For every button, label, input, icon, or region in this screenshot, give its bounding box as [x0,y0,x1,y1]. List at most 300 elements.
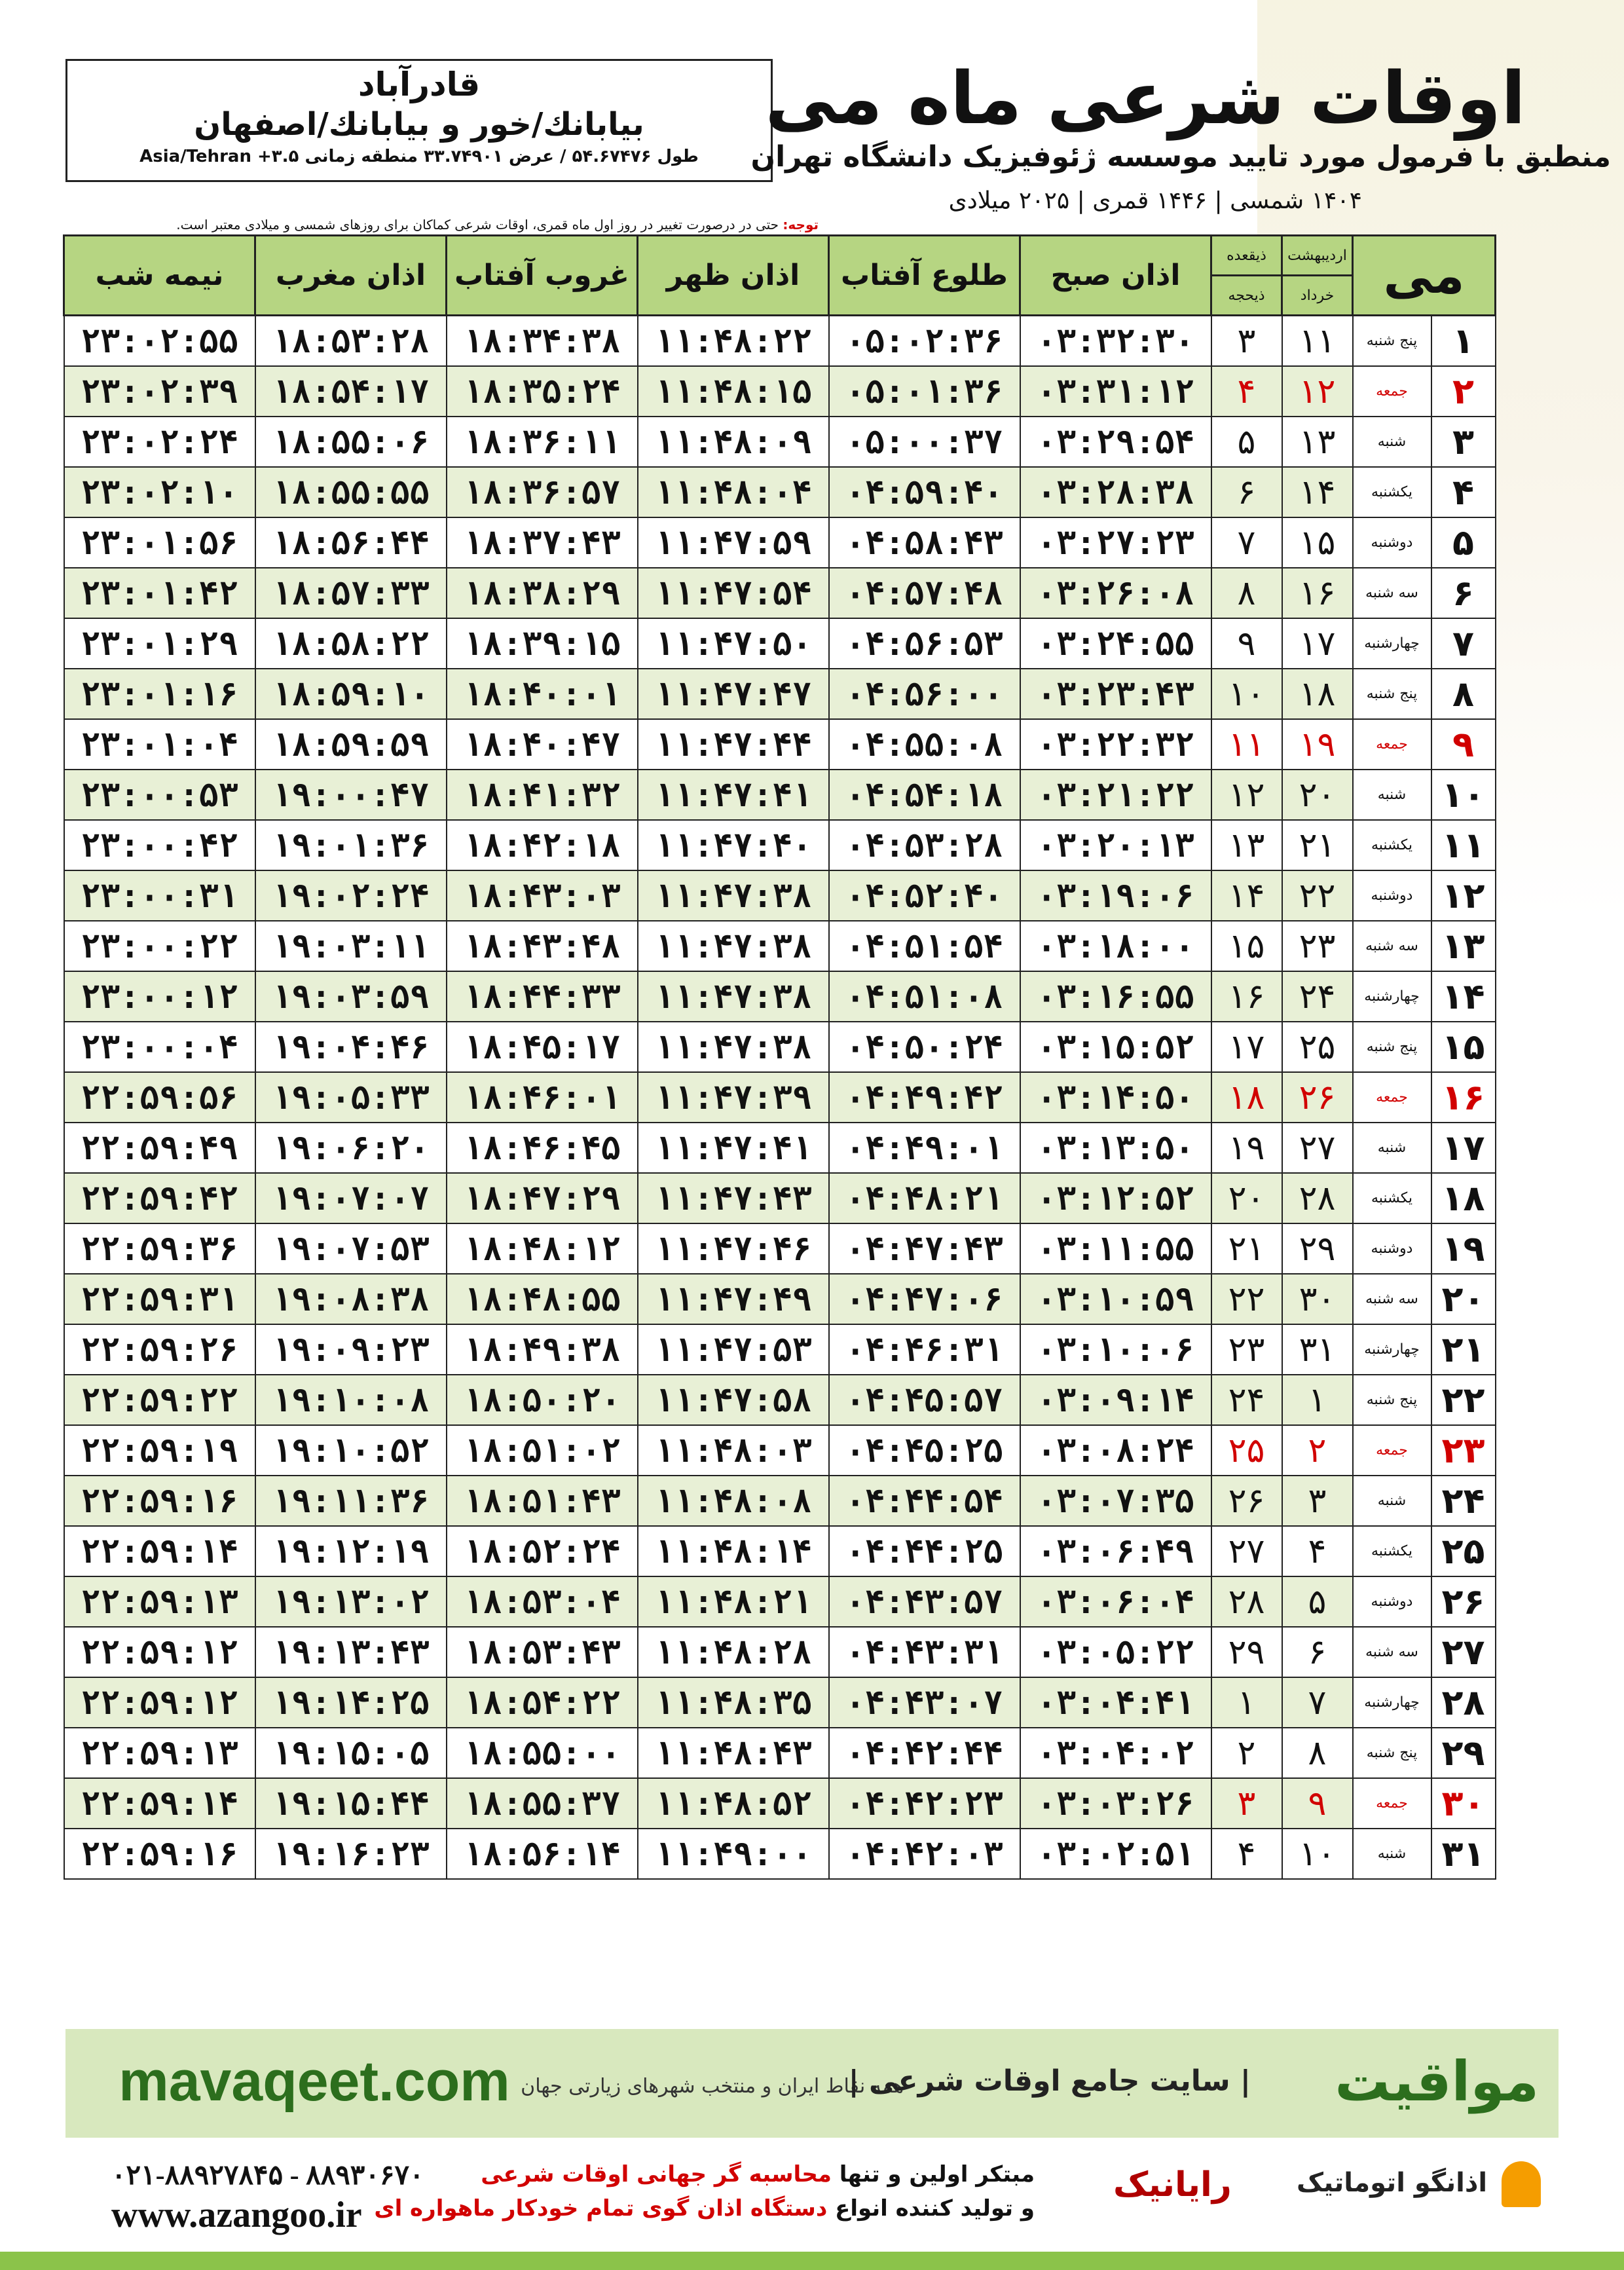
table-qamari-day: ۱۷ [1211,1022,1282,1072]
table-fajr-time: ۰۳:۱۶:۵۵ [1020,971,1211,1022]
table-maghrib-time: ۱۸:۵۹:۱۰ [255,669,447,719]
table-midnight-time: ۲۳:۰۰:۳۱ [64,870,255,921]
table-day-number: ۴ [1431,467,1496,517]
table-weekday: جمعه [1353,366,1431,417]
table-midnight-time: ۲۲:۵۹:۱۶ [64,1829,255,1879]
header-dhulqadah: ذیقعده [1211,236,1282,276]
table-maghrib-time: ۱۸:۵۷:۳۳ [255,568,447,618]
table-weekday: شنبه [1353,417,1431,467]
table-weekday: پنج شنبه [1353,1022,1431,1072]
table-row [64,1627,1496,1677]
table-sunrise-time: ۰۴:۵۱:۰۸ [829,971,1020,1022]
table-day-number: ۱۱ [1431,820,1496,870]
location-box [65,59,773,182]
table-sunset-time: ۱۸:۳۸:۲۹ [447,568,638,618]
table-sunrise-time: ۰۴:۴۲:۴۴ [829,1728,1020,1778]
table-row [64,1728,1496,1778]
table-shamsi-day: ۲۴ [1282,971,1353,1022]
table-dhuhr-time: ۱۱:۴۸:۵۲ [638,1778,829,1829]
table-maghrib-time: ۱۹:۰۶:۲۰ [255,1123,447,1173]
table-shamsi-day: ۳۱ [1282,1324,1353,1375]
table-weekday: یکشنبه [1353,467,1431,517]
table-shamsi-day: ۲۲ [1282,870,1353,921]
table-sunrise-time: ۰۴:۴۹:۰۱ [829,1123,1020,1173]
table-sunset-time: ۱۸:۴۹:۳۸ [447,1324,638,1375]
table-sunset-time: ۱۸:۴۰:۴۷ [447,719,638,770]
table-maghrib-time: ۱۹:۰۵:۳۳ [255,1072,447,1123]
table-weekday: یکشنبه [1353,1173,1431,1223]
table-sunset-time: ۱۸:۴۳:۴۸ [447,921,638,971]
table-dhuhr-time: ۱۱:۴۷:۴۰ [638,820,829,870]
table-maghrib-time: ۱۹:۰۳:۵۹ [255,971,447,1022]
table-row [64,1022,1496,1072]
table-qamari-day: ۳ [1211,316,1282,367]
table-fajr-time: ۰۳:۲۹:۵۴ [1020,417,1211,467]
table-day-number: ۱۲ [1431,870,1496,921]
table-dhuhr-time: ۱۱:۴۷:۵۹ [638,517,829,568]
table-sunset-time: ۱۸:۳۷:۴۳ [447,517,638,568]
table-sunrise-time: ۰۴:۴۵:۲۵ [829,1425,1020,1476]
table-dhuhr-time: ۱۱:۴۸:۲۱ [638,1576,829,1627]
table-dhuhr-time: ۱۱:۴۹:۰۰ [638,1829,829,1879]
table-weekday: دوشنبه [1353,517,1431,568]
table-midnight-time: ۲۲:۵۹:۱۴ [64,1778,255,1829]
table-qamari-day: ۲۵ [1211,1425,1282,1476]
table-dhuhr-time: ۱۱:۴۸:۱۴ [638,1526,829,1576]
table-shamsi-day: ۲۵ [1282,1022,1353,1072]
table-row [64,1223,1496,1274]
table-weekday: شنبه [1353,1123,1431,1173]
page-title: اوقات شرعی ماه می [765,56,1526,140]
page-subtitle: منطبق با فرمول مورد تایید موسسه ژئوفیزیک دانشگاه تهران [750,140,1611,174]
table-sunset-time: ۱۸:۵۲:۲۴ [447,1526,638,1576]
note-body: حتی در درصورت تغییر در روز اول ماه قمری، اوقات شرعی کماکان برای روزهای شمسی و میلادی معتبر است. [176,217,779,233]
table-midnight-time: ۲۲:۵۹:۱۲ [64,1627,255,1677]
table-sunset-time: ۱۸:۴۱:۳۲ [447,770,638,820]
table-fajr-time: ۰۳:۲۴:۵۵ [1020,618,1211,669]
table-row [64,1829,1496,1879]
table-day-number: ۲۴ [1431,1476,1496,1526]
table-midnight-time: ۲۲:۵۹:۱۳ [64,1576,255,1627]
table-midnight-time: ۲۲:۵۹:۴۲ [64,1173,255,1223]
table-maghrib-time: ۱۹:۰۳:۱۱ [255,921,447,971]
table-fajr-time: ۰۳:۱۹:۰۶ [1020,870,1211,921]
header-dhulhijjah: ذیحجه [1211,276,1282,316]
table-day-number: ۱۹ [1431,1223,1496,1274]
slogan-subtext: همه نقاط ایران و منتخب شهرهای زیارتی جهان [521,2075,904,2098]
table-day-number: ۳۱ [1431,1829,1496,1879]
table-fajr-time: ۰۳:۱۲:۵۲ [1020,1173,1211,1223]
table-day-number: ۱۶ [1431,1072,1496,1123]
table-sunset-time: ۱۸:۵۳:۰۴ [447,1576,638,1627]
table-qamari-day: ۱۴ [1211,870,1282,921]
table-dhuhr-time: ۱۱:۴۸:۰۴ [638,467,829,517]
table-row [64,1123,1496,1173]
table-row [64,517,1496,568]
table-fajr-time: ۰۳:۲۷:۲۳ [1020,517,1211,568]
table-qamari-day: ۲ [1211,1728,1282,1778]
table-midnight-time: ۲۲:۵۹:۲۶ [64,1324,255,1375]
table-weekday: دوشنبه [1353,1223,1431,1274]
table-shamsi-day: ۶ [1282,1627,1353,1677]
table-day-number: ۲ [1431,366,1496,417]
table-maghrib-time: ۱۹:۱۶:۲۳ [255,1829,447,1879]
table-maghrib-time: ۱۸:۵۵:۵۵ [255,467,447,517]
table-qamari-day: ۷ [1211,517,1282,568]
table-shamsi-day: ۷ [1282,1677,1353,1728]
table-sunrise-time: ۰۵:۰۲:۳۶ [829,316,1020,367]
table-midnight-time: ۲۳:۰۰:۴۲ [64,820,255,870]
table-maghrib-time: ۱۹:۰۴:۴۶ [255,1022,447,1072]
table-day-number: ۱۵ [1431,1022,1496,1072]
promo1-b: محاسبه گر جهانی اوقات شرعی [481,2161,832,2187]
table-weekday: پنج شنبه [1353,669,1431,719]
table-day-number: ۲۵ [1431,1526,1496,1576]
table-row [64,770,1496,820]
table-sunrise-time: ۰۴:۴۷:۴۳ [829,1223,1020,1274]
table-shamsi-day: ۲۸ [1282,1173,1353,1223]
table-qamari-day: ۱۱ [1211,719,1282,770]
table-midnight-time: ۲۳:۰۱:۰۴ [64,719,255,770]
table-midnight-time: ۲۲:۵۹:۱۲ [64,1677,255,1728]
table-shamsi-day: ۱۸ [1282,669,1353,719]
table-maghrib-time: ۱۹:۱۵:۴۴ [255,1778,447,1829]
table-sunset-time: ۱۸:۴۸:۱۲ [447,1223,638,1274]
table-weekday: دوشنبه [1353,1576,1431,1627]
table-shamsi-day: ۱۶ [1282,568,1353,618]
footer-banner [65,2029,1559,2138]
table-day-number: ۱۳ [1431,921,1496,971]
table-weekday: جمعه [1353,1425,1431,1476]
table-sunset-time: ۱۸:۴۴:۳۳ [447,971,638,1022]
table-dhuhr-time: ۱۱:۴۷:۴۶ [638,1223,829,1274]
table-sunrise-time: ۰۴:۵۶:۰۰ [829,669,1020,719]
brand-logo: مواقیت [1335,2049,1539,2113]
table-sunset-time: ۱۸:۴۶:۴۵ [447,1123,638,1173]
promo1-a: مبتکر اولین و تنها [839,2161,1035,2187]
table-sunset-time: ۱۸:۳۶:۵۷ [447,467,638,517]
table-maghrib-time: ۱۹:۱۲:۱۹ [255,1526,447,1576]
table-sunset-time: ۱۸:۵۴:۲۲ [447,1677,638,1728]
table-shamsi-day: ۲ [1282,1425,1353,1476]
table-maghrib-time: ۱۹:۰۷:۰۷ [255,1173,447,1223]
table-dhuhr-time: ۱۱:۴۸:۲۲ [638,316,829,367]
table-shamsi-day: ۸ [1282,1728,1353,1778]
table-qamari-day: ۲۴ [1211,1375,1282,1425]
location-city: قادرآباد [358,65,481,103]
table-maghrib-time: ۱۹:۱۱:۳۶ [255,1476,447,1526]
table-dhuhr-time: ۱۱:۴۸:۳۵ [638,1677,829,1728]
table-midnight-time: ۲۳:۰۰:۰۴ [64,1022,255,1072]
table-sunset-time: ۱۸:۵۵:۰۰ [447,1728,638,1778]
table-dhuhr-time: ۱۱:۴۷:۳۹ [638,1072,829,1123]
table-fajr-time: ۰۳:۰۷:۳۵ [1020,1476,1211,1526]
table-row [64,820,1496,870]
table-weekday: چهارشنبه [1353,618,1431,669]
table-sunset-time: ۱۸:۵۱:۴۳ [447,1476,638,1526]
table-row [64,971,1496,1022]
table-sunset-time: ۱۸:۴۵:۱۷ [447,1022,638,1072]
table-dhuhr-time: ۱۱:۴۷:۳۸ [638,870,829,921]
table-fajr-time: ۰۳:۰۴:۰۲ [1020,1728,1211,1778]
table-qamari-day: ۸ [1211,568,1282,618]
table-day-number: ۲۷ [1431,1627,1496,1677]
table-midnight-time: ۲۳:۰۰:۱۲ [64,971,255,1022]
table-shamsi-day: ۱۳ [1282,417,1353,467]
table-fajr-time: ۰۳:۱۵:۵۲ [1020,1022,1211,1072]
azangoo-mark-icon [1502,2161,1541,2207]
table-dhuhr-time: ۱۱:۴۷:۵۸ [638,1375,829,1425]
table-sunrise-time: ۰۴:۴۳:۳۱ [829,1627,1020,1677]
table-qamari-day: ۱ [1211,1677,1282,1728]
table-fajr-time: ۰۳:۰۸:۲۴ [1020,1425,1211,1476]
table-row [64,467,1496,517]
table-sunset-time: ۱۸:۴۸:۵۵ [447,1274,638,1324]
table-maghrib-time: ۱۹:۰۰:۴۷ [255,770,447,820]
table-midnight-time: ۲۳:۰۱:۱۶ [64,669,255,719]
table-day-number: ۶ [1431,568,1496,618]
table-dhuhr-time: ۱۱:۴۷:۴۹ [638,1274,829,1324]
table-weekday: پنج شنبه [1353,316,1431,367]
table-qamari-day: ۳ [1211,1778,1282,1829]
table-day-number: ۲۱ [1431,1324,1496,1375]
header-khordad: خرداد [1282,276,1353,316]
table-row [64,870,1496,921]
bottom-green-bar [0,2252,1624,2270]
table-qamari-day: ۱۳ [1211,820,1282,870]
table-midnight-time: ۲۳:۰۲:۱۰ [64,467,255,517]
table-sunset-time: ۱۸:۵۱:۰۲ [447,1425,638,1476]
table-weekday: شنبه [1353,1476,1431,1526]
table-midnight-time: ۲۳:۰۲:۳۹ [64,366,255,417]
table-shamsi-day: ۳۰ [1282,1274,1353,1324]
table-dhuhr-time: ۱۱:۴۷:۳۸ [638,921,829,971]
site-link[interactable]: mavaqeet.com [119,2050,510,2113]
table-sunrise-time: ۰۴:۴۴:۲۵ [829,1526,1020,1576]
table-shamsi-day: ۲۹ [1282,1223,1353,1274]
table-sunrise-time: ۰۵:۰۱:۳۶ [829,366,1020,417]
header-sunset: غروب آفتاب [447,236,638,316]
table-fajr-time: ۰۳:۱۴:۵۰ [1020,1072,1211,1123]
table-sunrise-time: ۰۴:۵۳:۲۸ [829,820,1020,870]
table-sunset-time: ۱۸:۵۳:۴۳ [447,1627,638,1677]
phone-numbers: ۰۲۱-۸۸۹۲۷۸۴۵ - ۸۸۹۳۰۶۷۰ [111,2161,424,2191]
table-sunset-time: ۱۸:۴۲:۱۸ [447,820,638,870]
header-midnight: نیمه شب [64,236,255,316]
table-weekday: یکشنبه [1353,820,1431,870]
table-midnight-time: ۲۳:۰۰:۵۳ [64,770,255,820]
table-fajr-time: ۰۳:۰۶:۰۴ [1020,1576,1211,1627]
table-sunset-time: ۱۸:۴۶:۰۱ [447,1072,638,1123]
table-maghrib-time: ۱۸:۵۸:۲۲ [255,618,447,669]
table-fajr-time: ۰۳:۰۴:۴۱ [1020,1677,1211,1728]
table-qamari-day: ۹ [1211,618,1282,669]
table-shamsi-day: ۹ [1282,1778,1353,1829]
table-maghrib-time: ۱۹:۱۵:۰۵ [255,1728,447,1778]
table-fajr-time: ۰۳:۲۱:۲۲ [1020,770,1211,820]
table-fajr-time: ۰۳:۱۰:۰۶ [1020,1324,1211,1375]
note-label: توجه: [783,217,819,233]
table-weekday: شنبه [1353,770,1431,820]
table-row [64,1526,1496,1576]
promo-line-1 [481,2161,1035,2187]
table-weekday: سه شنبه [1353,1627,1431,1677]
table-midnight-time: ۲۳:۰۲:۵۵ [64,316,255,367]
table-maghrib-time: ۱۹:۰۲:۲۴ [255,870,447,921]
table-fajr-time: ۰۳:۲۶:۰۸ [1020,568,1211,618]
table-shamsi-day: ۲۶ [1282,1072,1353,1123]
table-sunrise-time: ۰۴:۵۱:۵۴ [829,921,1020,971]
table-fajr-time: ۰۳:۳۲:۳۰ [1020,316,1211,367]
header-month: می [1353,236,1496,316]
table-shamsi-day: ۵ [1282,1576,1353,1627]
table-shamsi-day: ۲۱ [1282,820,1353,870]
table-fajr-time: ۰۳:۱۳:۵۰ [1020,1123,1211,1173]
table-sunrise-time: ۰۴:۴۴:۵۴ [829,1476,1020,1526]
table-shamsi-day: ۱۵ [1282,517,1353,568]
table-qamari-day: ۱۲ [1211,770,1282,820]
table-row [64,417,1496,467]
azangoo-link[interactable]: www.azangoo.ir [111,2195,362,2235]
table-fajr-time: ۰۳:۲۳:۴۳ [1020,669,1211,719]
table-weekday: جمعه [1353,1072,1431,1123]
table-shamsi-day: ۱ [1282,1375,1353,1425]
table-qamari-day: ۲۷ [1211,1526,1282,1576]
table-sunset-time: ۱۸:۴۰:۰۱ [447,669,638,719]
table-maghrib-time: ۱۹:۱۳:۰۲ [255,1576,447,1627]
table-shamsi-day: ۲۷ [1282,1123,1353,1173]
table-weekday: جمعه [1353,719,1431,770]
table-sunrise-time: ۰۴:۵۴:۱۸ [829,770,1020,820]
table-midnight-time: ۲۲:۵۹:۳۱ [64,1274,255,1324]
table-day-number: ۱۰ [1431,770,1496,820]
table-maghrib-time: ۱۹:۱۴:۲۵ [255,1677,447,1728]
table-row [64,1778,1496,1829]
table-row [64,568,1496,618]
table-sunrise-time: ۰۴:۴۲:۲۳ [829,1778,1020,1829]
header-maghrib: اذان مغرب [255,236,447,316]
table-qamari-day: ۱۹ [1211,1123,1282,1173]
table-qamari-day: ۲۳ [1211,1324,1282,1375]
azangoo-logo [1297,2161,1541,2207]
table-maghrib-time: ۱۹:۱۰:۰۸ [255,1375,447,1425]
table-day-number: ۳۰ [1431,1778,1496,1829]
table-sunrise-time: ۰۴:۴۳:۰۷ [829,1677,1020,1728]
table-qamari-day: ۲۱ [1211,1223,1282,1274]
table-weekday: سه شنبه [1353,921,1431,971]
table-row [64,618,1496,669]
table-sunrise-time: ۰۴:۵۸:۴۳ [829,517,1020,568]
table-dhuhr-time: ۱۱:۴۸:۰۸ [638,1476,829,1526]
table-qamari-day: ۱۰ [1211,669,1282,719]
table-row [64,1072,1496,1123]
table-maghrib-time: ۱۹:۰۷:۵۳ [255,1223,447,1274]
table-shamsi-day: ۱۲ [1282,366,1353,417]
table-sunrise-time: ۰۴:۵۰:۲۴ [829,1022,1020,1072]
table-row [64,719,1496,770]
table-midnight-time: ۲۲:۵۹:۲۲ [64,1375,255,1425]
table-dhuhr-time: ۱۱:۴۷:۴۳ [638,1173,829,1223]
location-coordinates: طول ۵۴.۶۷۴۷۶ / عرض ۳۳.۷۴۹۰۱ منطقه زمانی ۳.۵+ Asia/Tehran [139,147,699,166]
table-weekday: سه شنبه [1353,1274,1431,1324]
table-day-number: ۱۷ [1431,1123,1496,1173]
table-fajr-time: ۰۳:۰۲:۵۱ [1020,1829,1211,1879]
table-midnight-time: ۲۲:۵۹:۱۶ [64,1476,255,1526]
prayer-times-table [63,234,1496,1880]
table-day-number: ۹ [1431,719,1496,770]
table-shamsi-day: ۱۹ [1282,719,1353,770]
table-midnight-time: ۲۳:۰۱:۴۲ [64,568,255,618]
table-maghrib-time: ۱۹:۰۸:۳۸ [255,1274,447,1324]
table-row [64,669,1496,719]
table-fajr-time: ۰۳:۱۰:۵۹ [1020,1274,1211,1324]
table-midnight-time: ۲۲:۵۹:۱۹ [64,1425,255,1476]
table-maghrib-time: ۱۹:۰۱:۳۶ [255,820,447,870]
table-sunrise-time: ۰۴:۴۲:۰۳ [829,1829,1020,1879]
table-dhuhr-time: ۱۱:۴۷:۵۳ [638,1324,829,1375]
table-weekday: پنج شنبه [1353,1728,1431,1778]
table-day-number: ۲۹ [1431,1728,1496,1778]
table-sunset-time: ۱۸:۳۹:۱۵ [447,618,638,669]
table-shamsi-day: ۳ [1282,1476,1353,1526]
table-sunset-time: ۱۸:۳۵:۲۴ [447,366,638,417]
table-qamari-day: ۲۶ [1211,1476,1282,1526]
table-midnight-time: ۲۳:۰۱:۲۹ [64,618,255,669]
table-shamsi-day: ۲۳ [1282,921,1353,971]
table-sunrise-time: ۰۴:۵۷:۴۸ [829,568,1020,618]
table-row [64,1425,1496,1476]
table-qamari-day: ۲۲ [1211,1274,1282,1324]
table-weekday: جمعه [1353,1778,1431,1829]
table-weekday: سه شنبه [1353,568,1431,618]
table-midnight-time: ۲۲:۵۹:۵۶ [64,1072,255,1123]
note-text [65,215,819,234]
location-region: بیابانك/خور و بیابانك/اصفهان [194,106,644,143]
table-sunrise-time: ۰۴:۵۹:۴۰ [829,467,1020,517]
table-qamari-day: ۱۵ [1211,921,1282,971]
table-fajr-time: ۰۳:۲۸:۳۸ [1020,467,1211,517]
table-sunset-time: ۱۸:۵۶:۱۴ [447,1829,638,1879]
table-weekday: یکشنبه [1353,1526,1431,1576]
header-ordibehesht: اردیبهشت [1282,236,1353,276]
table-row [64,1324,1496,1375]
table-dhuhr-time: ۱۱:۴۸:۱۵ [638,366,829,417]
table-maghrib-time: ۱۸:۵۴:۱۷ [255,366,447,417]
table-maghrib-time: ۱۹:۱۳:۴۳ [255,1627,447,1677]
azangoo-logo-text: اذانگو اتوماتیک [1297,2168,1488,2198]
table-sunset-time: ۱۸:۵۰:۲۰ [447,1375,638,1425]
table-weekday: چهارشنبه [1353,1324,1431,1375]
table-dhuhr-time: ۱۱:۴۷:۵۴ [638,568,829,618]
table-fajr-time: ۰۳:۰۳:۲۶ [1020,1778,1211,1829]
table-row [64,1173,1496,1223]
table-fajr-time: ۰۳:۳۱:۱۲ [1020,366,1211,417]
table-day-number: ۲۸ [1431,1677,1496,1728]
table-weekday: دوشنبه [1353,870,1431,921]
table-weekday: پنج شنبه [1353,1375,1431,1425]
table-midnight-time: ۲۳:۰۱:۵۶ [64,517,255,568]
table-fajr-time: ۰۳:۰۵:۲۲ [1020,1627,1211,1677]
table-dhuhr-time: ۱۱:۴۷:۴۱ [638,770,829,820]
table-row [64,316,1496,367]
table-qamari-day: ۵ [1211,417,1282,467]
table-weekday: شنبه [1353,1829,1431,1879]
table-dhuhr-time: ۱۱:۴۷:۳۸ [638,971,829,1022]
table-midnight-time: ۲۲:۵۹:۱۳ [64,1728,255,1778]
table-dhuhr-time: ۱۱:۴۷:۴۴ [638,719,829,770]
table-sunrise-time: ۰۴:۵۵:۰۸ [829,719,1020,770]
rayanik-logo: رایانیک [1113,2165,1232,2205]
